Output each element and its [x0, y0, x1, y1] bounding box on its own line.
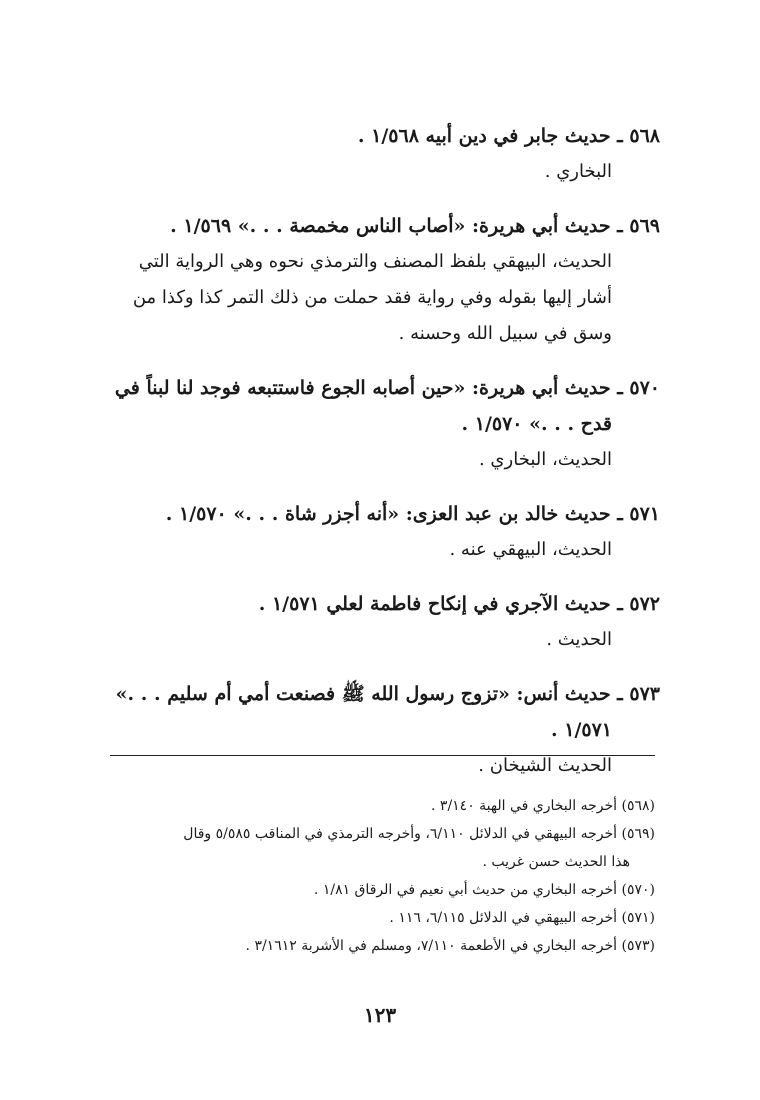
- entry-body-line: وسق في سبيل الله وحسنه .: [398, 323, 612, 344]
- footnote-divider: [110, 755, 655, 756]
- hadith-entries: [90, 118, 660, 802]
- entry-heading-continuation: ١/٥٧١ .: [551, 719, 612, 741]
- entry-heading: ٥٦٨ ـ حديث جابر في دين أبيه ١/٥٦٨ .: [357, 125, 660, 147]
- footnote-line: (٥٦٩) أخرجه البيهقي في الدلائل ٦/١١٠، وأخرجه الترمذي في المناقب ٥/٥٨٥ وقال: [183, 826, 655, 842]
- footnote-line: (٥٧٣) أخرجه البخاري في الأطعمة ٧/١١٠، ومسلم في الأشربة ٣/١٦١٢ .: [245, 938, 655, 954]
- footnote-569: [95, 820, 655, 876]
- entry-heading: ٥٧٢ ـ حديث الآجري في إنكاح فاطمة لعلي ١/٥٧١ .: [258, 593, 660, 615]
- footnote-line: هذا الحديث حسن غريب .: [482, 854, 630, 870]
- entry-heading: ٥٧٠ ـ حديث أبي هريرة: «حين أصابه الجوع فاستتبعه فوجد لنا لبناً في: [114, 377, 660, 399]
- entry-body-line: الحديث، البيهقي عنه .: [449, 539, 612, 560]
- footnote-568: [95, 792, 655, 820]
- entry-570: [90, 370, 660, 478]
- entry-body-line: أشار إليها بقوله وفي رواية فقد حملت من ذلك التمر كذا وكذا من: [132, 287, 612, 308]
- entry-body-line: الحديث .: [546, 629, 612, 650]
- entry-heading: ٥٧١ ـ حديث خالد بن عبد العزى: «أنه أجزر شاة . . .» ١/٥٧٠ .: [165, 503, 660, 525]
- footnotes: [95, 792, 655, 960]
- page-number: ١٢٣: [363, 1003, 397, 1027]
- entry-571: [90, 496, 660, 568]
- footnote-571: [95, 904, 655, 932]
- entry-body-line: الحديث، البخاري .: [478, 449, 612, 470]
- footnote-line: (٥٧٠) أخرجه البخاري من حديث أبي نعيم في الرقاق ١/٨١ .: [313, 882, 655, 898]
- entry-569: [90, 208, 660, 352]
- entry-body-line: البخاري .: [544, 161, 612, 182]
- entry-573: [90, 676, 660, 784]
- entry-568: [90, 118, 660, 190]
- footnote-line: (٥٧١) أخرجه البيهقي في الدلائل ٦/١١٥، ١١٦ .: [389, 910, 655, 926]
- entry-body-line: الحديث الشيخان .: [478, 755, 612, 776]
- entry-heading-continuation: قدح . . .» ١/٥٧٠ .: [461, 413, 612, 435]
- entry-heading: ٥٧٣ ـ حديث أنس: «تزوج رسول الله ﷺ فصنعت أمي أم سليم . . .»: [115, 683, 660, 705]
- footnote-570: [95, 876, 655, 904]
- entry-572: [90, 586, 660, 658]
- footnote-573: [95, 932, 655, 960]
- footnote-line: (٥٦٨) أخرجه البخاري في الهبة ٣/١٤٠ .: [431, 798, 655, 814]
- entry-heading: ٥٦٩ ـ حديث أبي هريرة: «أصاب الناس مخمصة . . .» ١/٥٦٩ .: [170, 215, 660, 237]
- entry-body-line: الحديث، البيهقي بلفظ المصنف والترمذي نحوه وهي الرواية التي: [138, 251, 612, 272]
